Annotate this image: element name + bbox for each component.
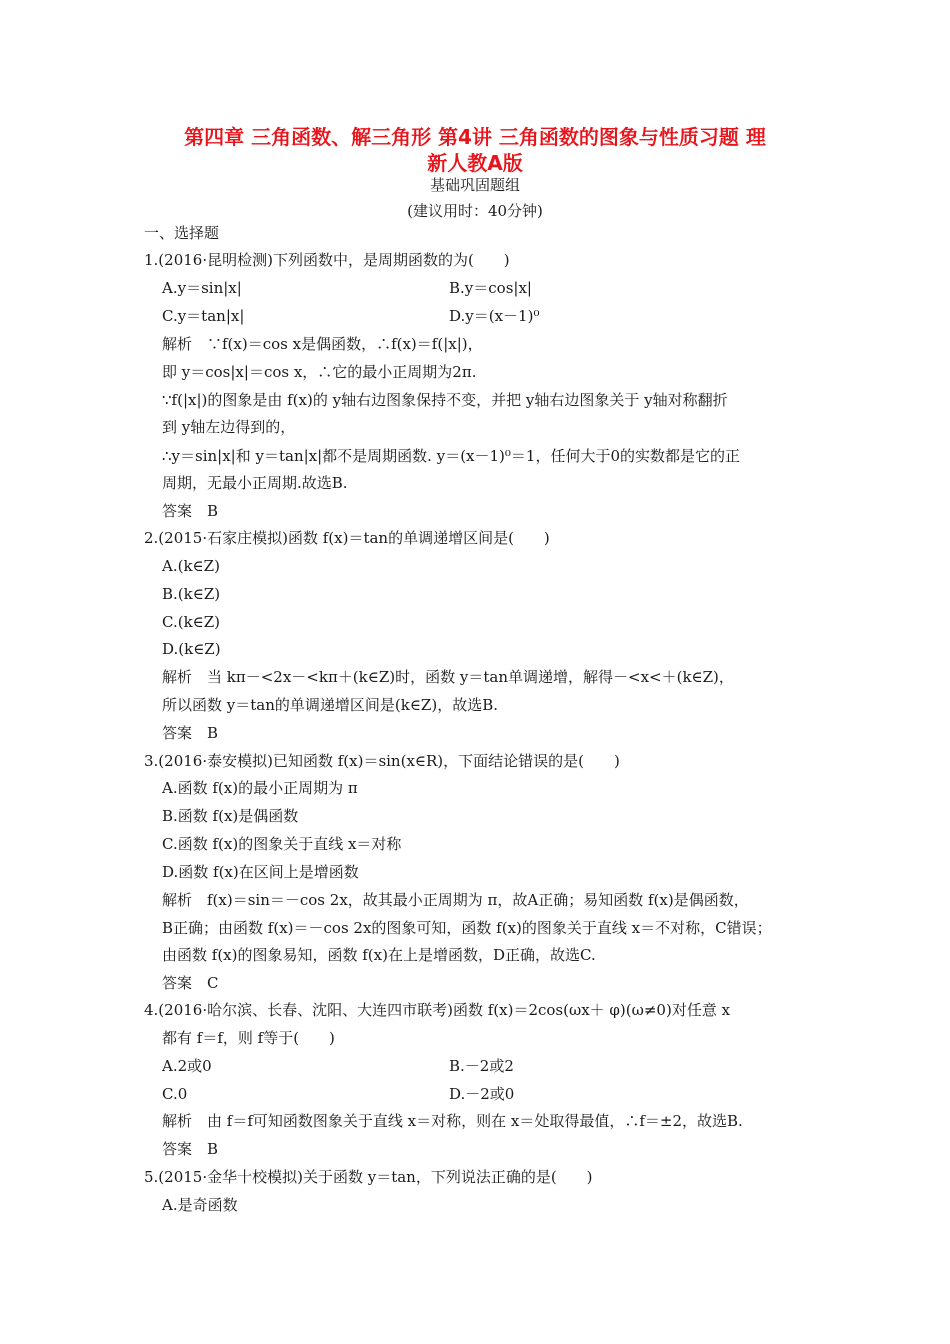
q1-option-c: C.y＝tan|x|	[162, 307, 245, 325]
q4-option-d: D.－2或0	[449, 1085, 515, 1103]
q1-solution-line: ∴y＝sin|x|和 y＝tan|x|都不是周期函数. y＝(x－1)⁰＝1，任何大于0的实数都是它的正	[162, 447, 741, 465]
q3-solution-line: 由函数 f(x)的图象易知，函数 f(x)在上是增函数，D正确，故选C.	[162, 946, 596, 964]
q2-solution-line: 解析 当 kπ－<2x－<kπ＋(k∈Z)时，函数 y＝tan单调递增，解得－<x<＋(k∈Z)，	[162, 668, 734, 686]
q2-option-c: C.(k∈Z)	[162, 613, 221, 631]
q1-answer: 答案 B	[162, 502, 219, 520]
q2-solution-line: 所以函数 y＝tan的单调递增区间是(k∈Z)，故选B.	[162, 696, 498, 714]
q3-answer: 答案 C	[162, 974, 219, 992]
q5-option-a: A.是奇函数	[162, 1196, 238, 1214]
q1-solution-line: 解析 ∵f(x)＝cos x是偶函数，∴f(x)＝f(|x|)，	[162, 335, 483, 353]
q1-option-b: B.y＝cos|x|	[449, 279, 532, 297]
section-heading: 一、选择题	[144, 224, 220, 242]
q4-option-a: A.2或0	[162, 1057, 212, 1075]
q2-option-d: D.(k∈Z)	[162, 640, 221, 658]
subtitle: 基础巩固题组	[429, 176, 520, 194]
q1-stem: 1.(2016·昆明检测)下列函数中，是周期函数的为( )	[144, 251, 510, 269]
q3-solution-line: 解析 f(x)＝sin＝－cos 2x，故其最小正周期为 π，故A正确；易知函数 f(x)是偶函数，	[162, 891, 749, 909]
q2-option-b: B.(k∈Z)	[162, 585, 221, 603]
q3-solution-line: B正确；由函数 f(x)＝－cos 2x的图象可知，函数 f(x)的图象关于直线 x＝不对称，C错误；	[162, 919, 772, 937]
q1-solution-line: 到 y轴左边得到的，	[162, 418, 296, 436]
q3-option-a: A.函数 f(x)的最小正周期为 π	[162, 779, 358, 797]
q1-solution-line: 周期，无最小正周期.故选B.	[162, 474, 348, 492]
q2-option-a: A.(k∈Z)	[162, 557, 220, 575]
q2-stem: 2.(2015·石家庄模拟)函数 f(x)＝tan的单调递增区间是( )	[144, 529, 550, 547]
q3-option-d: D.函数 f(x)在区间上是增函数	[162, 863, 359, 881]
q3-option-b: B.函数 f(x)是偶函数	[162, 807, 299, 825]
q1-solution-line: ∵f(|x|)的图象是由 f(x)的 y轴右边图象保持不变，并把 y轴右边图象关于 y轴对称翻折	[162, 391, 728, 409]
q3-option-c: C.函数 f(x)的图象关于直线 x＝对称	[162, 835, 402, 853]
q4-answer: 答案 B	[162, 1140, 219, 1158]
q3-stem: 3.(2016·泰安模拟)已知函数 f(x)＝sin(x∈R)，下面结论错误的是( )	[144, 752, 620, 770]
document-title-line-2: 新人教A版	[427, 151, 523, 175]
q1-option-d: D.y＝(x－1)⁰	[449, 307, 540, 325]
q4-stem-line-1: 4.(2016·哈尔滨、长春、沈阳、大连四市联考)函数 f(x)＝2cos(ωx＋ φ)(ω≠0)对任意 x	[144, 1001, 731, 1019]
q4-solution-line: 解析 由 f＝f可知函数图象关于直线 x＝对称，则在 x＝处取得最值，∴f＝±2，故选B.	[162, 1112, 743, 1130]
q4-option-c: C.0	[162, 1085, 188, 1103]
document-title-line-1: 第四章 三角函数、解三角形 第4讲 三角函数的图象与性质习题 理	[184, 125, 766, 149]
q1-option-a: A.y＝sin|x|	[162, 279, 242, 297]
q1-solution-line: 即 y＝cos|x|＝cos x，∴它的最小正周期为2π.	[162, 363, 477, 381]
q4-option-b: B.－2或2	[449, 1057, 514, 1075]
q5-stem: 5.(2015·金华十校模拟)关于函数 y＝tan，下列说法正确的是( )	[144, 1168, 593, 1186]
q4-stem-line-2: 都有 f＝f，则 f等于( )	[162, 1029, 335, 1047]
time-hint: (建议用时：40分钟)	[407, 202, 543, 220]
q2-answer: 答案 B	[162, 724, 219, 742]
